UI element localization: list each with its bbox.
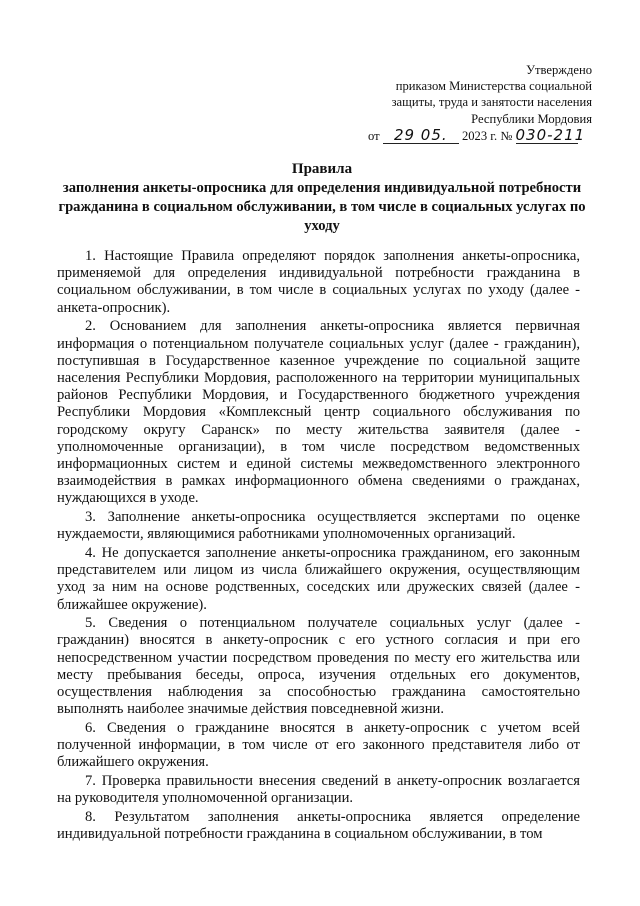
paragraph-8: 8. Результатом заполнения анкеты-опросника является определение индивидуальной потребности гражданина в социальном обслуживании, в том [57, 809, 580, 843]
approval-stamp [360, 62, 592, 144]
paragraph-5: 5. Сведения о потенциальном получателе социальных услуг (далее - гражданин) вносятся в анкету-опросник с его устного согласия и при его непосредственном участии посредством проведения по месту его жительства или месту пребывания беседы, опроса, изучения отдельных его документов, осуществления наблюдения за способностью гражданина самостоятельно выполнять наиболее значимые действия повседневной жизни. [57, 615, 580, 718]
approval-line-3: защиты, труда и занятости населения [391, 95, 592, 110]
approval-line-4: Республики Мордовия [471, 111, 592, 126]
approval-line-2: приказом Министерства социальной [395, 79, 592, 94]
approval-line-1: Утверждено [526, 63, 592, 77]
order-year-number: 2023 г. № [461, 128, 513, 143]
handwritten-date: 29 05. [383, 127, 459, 144]
paragraph-7: 7. Проверка правильности внесения сведений в анкету-опросник возлагается на руководителя уполномоченной организации. [57, 773, 580, 807]
date-prefix: от [368, 128, 380, 143]
document-body [57, 248, 580, 845]
handwritten-order-number: 030-211 [515, 125, 586, 144]
paragraph-4: 4. Не допускается заполнение анкеты-опросника гражданином, его законным представителем или лицом из числа ближайшего окружения, осуществляющим уход за ним на основе родственных, соседских или дружеских связей (далее - ближайшее окружение). [57, 544, 580, 613]
paragraph-2: 2. Основанием для заполнения анкеты-опросника является первичная информация о потенциальном получателе социальных услуг (далее - гражданин), поступившая в Государственное казенное учреждение по социальной защите населения Республики Мордовия, расположенного на территории муниципальных районов Республики Мордовия, и Государственного бюджетного учреждения Республики Мордовия «Комплексный центр социального обслуживания по городскому округу Саранск» по месту жительства заявителя (далее - уполномоченные организации), в том числе посредством ведомственных информационных систем и единой системы межведомственного электронного взаимодействия в рамках информационного обмена сведениями о гражданах, нуждающихся в уходе. [57, 318, 580, 507]
title-subtitle: заполнения анкеты-опросника для определения индивидуальной потребности гражданина в социальном обслуживании, в том числе в социальных услугах по уходу [58, 180, 586, 234]
document-title [40, 160, 604, 236]
paragraph-1: 1. Настоящие Правила определяют порядок заполнения анкеты-опросника, применяемой для определения индивидуальной потребности гражданина в социальном обслуживании, в том числе в социальных услугах по уходу (далее - анкета-опросник). [57, 248, 580, 316]
paragraph-6: 6. Сведения о гражданине вносятся в анкету-опросник с учетом всей полученной информации, в том числе от его законного представителя либо от ближайшего окружения. [57, 719, 580, 771]
paragraph-3: 3. Заполнение анкеты-опросника осуществляется экспертами по оценке нуждаемости, являющимися работниками уполномоченных организаций. [57, 509, 580, 543]
approval-date-line [368, 127, 592, 144]
title-heading: Правила [291, 161, 353, 177]
